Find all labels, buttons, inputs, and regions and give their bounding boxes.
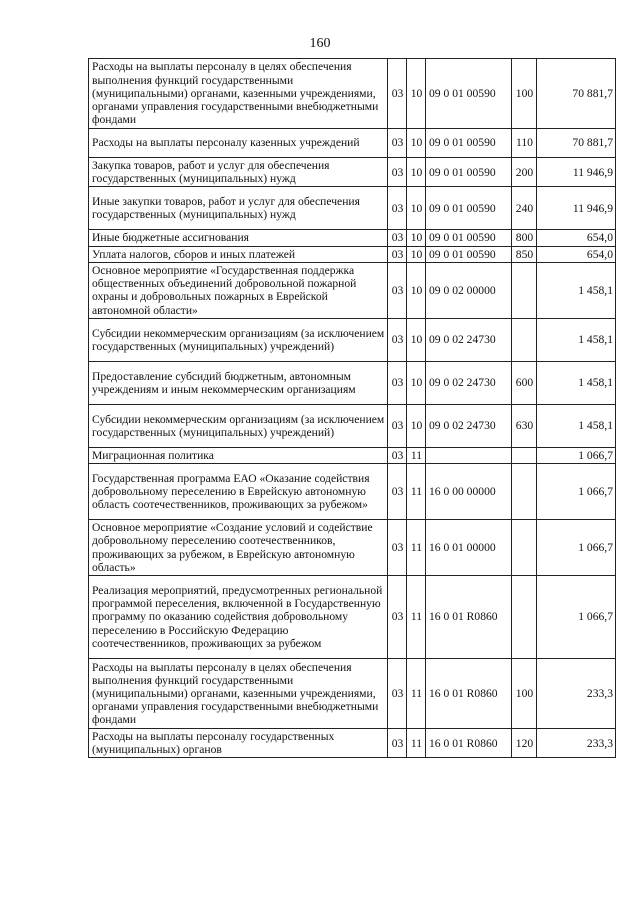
row-name: Основное мероприятие «Государственная поддержка общественных объединений добровольной пожарной охраны и добровольных пожарных в Еврейской автономной области» [89, 262, 388, 318]
table-row [89, 729, 616, 758]
row-name: Расходы на выплаты персоналу в целях обеспечения выполнения функций государственными (муниципальными) органами, казенными учреждениями, органами управления государственными внебюджетными фондами [89, 659, 388, 729]
row-target-code: 09 0 01 00590 [426, 59, 512, 129]
row-amount: 1 066,7 [537, 576, 616, 659]
row-section: 03 [388, 230, 407, 246]
row-subsection: 10 [407, 187, 426, 230]
row-amount: 233,3 [537, 729, 616, 758]
row-expense-type: 850 [512, 246, 537, 262]
row-target-code: 16 0 01 00000 [426, 520, 512, 576]
row-target-code: 16 0 01 R0860 [426, 729, 512, 758]
row-expense-type: 240 [512, 187, 537, 230]
row-amount: 654,0 [537, 246, 616, 262]
row-section: 03 [388, 520, 407, 576]
row-amount: 1 066,7 [537, 464, 616, 520]
row-section: 03 [388, 464, 407, 520]
table-row [89, 659, 616, 729]
row-subsection: 11 [407, 659, 426, 729]
row-expense-type: 100 [512, 59, 537, 129]
table-row [89, 187, 616, 230]
row-subsection: 10 [407, 404, 426, 447]
row-expense-type: 200 [512, 158, 537, 187]
row-subsection: 10 [407, 230, 426, 246]
row-section: 03 [388, 729, 407, 758]
row-amount: 1 458,1 [537, 404, 616, 447]
table-row [89, 447, 616, 463]
row-target-code: 09 0 01 00590 [426, 129, 512, 158]
row-expense-type: 100 [512, 659, 537, 729]
row-subsection: 10 [407, 318, 426, 361]
row-subsection: 11 [407, 464, 426, 520]
row-expense-type: 800 [512, 230, 537, 246]
row-expense-type [512, 262, 537, 318]
table-row [89, 262, 616, 318]
row-amount: 1 458,1 [537, 361, 616, 404]
row-expense-type [512, 520, 537, 576]
row-target-code: 09 0 02 24730 [426, 361, 512, 404]
row-amount: 1 066,7 [537, 447, 616, 463]
row-target-code: 16 0 00 00000 [426, 464, 512, 520]
table-row [89, 230, 616, 246]
row-name: Иные бюджетные ассигнования [89, 230, 388, 246]
table-row [89, 59, 616, 129]
row-expense-type: 110 [512, 129, 537, 158]
row-subsection: 11 [407, 520, 426, 576]
row-target-code: 09 0 01 00590 [426, 187, 512, 230]
row-expense-type: 630 [512, 404, 537, 447]
row-name: Расходы на выплаты персоналу в целях обеспечения выполнения функций государственными (муниципальными) органами, казенными учреждениями, органами управления государственными внебюджетными фондами [89, 59, 388, 129]
row-expense-type [512, 318, 537, 361]
row-section: 03 [388, 129, 407, 158]
row-target-code: 09 0 01 00590 [426, 158, 512, 187]
row-subsection: 10 [407, 158, 426, 187]
table-row [89, 129, 616, 158]
row-name: Закупка товаров, работ и услуг для обеспечения государственных (муниципальных) нужд [89, 158, 388, 187]
row-expense-type [512, 464, 537, 520]
row-target-code [426, 447, 512, 463]
row-section: 03 [388, 361, 407, 404]
row-subsection: 11 [407, 729, 426, 758]
page-number: 160 [309, 36, 331, 51]
row-subsection: 10 [407, 361, 426, 404]
row-section: 03 [388, 318, 407, 361]
row-amount: 70 881,7 [537, 129, 616, 158]
row-target-code: 09 0 01 00590 [426, 230, 512, 246]
row-section: 03 [388, 59, 407, 129]
row-target-code: 16 0 01 R0860 [426, 659, 512, 729]
row-name: Реализация мероприятий, предусмотренных региональной программой переселения, включенной в Государственную программу по оказанию содействия добровольному переселению в Российскую Федерацию соотечественников, проживающих за рубежом [89, 576, 388, 659]
row-amount: 11 946,9 [537, 187, 616, 230]
row-name: Иные закупки товаров, работ и услуг для обеспечения государственных (муниципальных) нужд [89, 187, 388, 230]
row-subsection: 10 [407, 129, 426, 158]
row-name: Уплата налогов, сборов и иных платежей [89, 246, 388, 262]
row-section: 03 [388, 447, 407, 463]
row-target-code: 09 0 02 24730 [426, 404, 512, 447]
row-target-code: 16 0 01 R0860 [426, 576, 512, 659]
row-section: 03 [388, 576, 407, 659]
row-name: Предоставление субсидий бюджетным, автономным учреждениям и иным некоммерческим организациям [89, 361, 388, 404]
row-subsection: 11 [407, 447, 426, 463]
row-section: 03 [388, 246, 407, 262]
table-row [89, 158, 616, 187]
table-row [89, 318, 616, 361]
budget-table [88, 58, 616, 758]
row-name: Расходы на выплаты персоналу казенных учреждений [89, 129, 388, 158]
row-subsection: 10 [407, 262, 426, 318]
row-subsection: 10 [407, 246, 426, 262]
row-target-code: 09 0 02 24730 [426, 318, 512, 361]
row-name: Субсидии некоммерческим организациям (за исключением государственных (муниципальных) учреждений) [89, 318, 388, 361]
table-row [89, 404, 616, 447]
row-name: Субсидии некоммерческим организациям (за исключением государственных (муниципальных) учреждений) [89, 404, 388, 447]
row-name: Миграционная политика [89, 447, 388, 463]
row-amount: 1 458,1 [537, 262, 616, 318]
row-section: 03 [388, 262, 407, 318]
row-expense-type: 120 [512, 729, 537, 758]
row-amount: 1 458,1 [537, 318, 616, 361]
row-name: Государственная программа ЕАО «Оказание содействия добровольному переселению в Еврейскую автономную область соотечественников, проживающих за рубежом» [89, 464, 388, 520]
row-section: 03 [388, 404, 407, 447]
table-row [89, 464, 616, 520]
table-row [89, 576, 616, 659]
row-amount: 70 881,7 [537, 59, 616, 129]
row-target-code: 09 0 02 00000 [426, 262, 512, 318]
row-expense-type [512, 447, 537, 463]
row-name: Основное мероприятие «Создание условий и содействие добровольному переселению соотечественников, проживающих за рубежом, в Еврейскую автономную область» [89, 520, 388, 576]
table-row [89, 361, 616, 404]
row-expense-type [512, 576, 537, 659]
row-section: 03 [388, 187, 407, 230]
row-section: 03 [388, 158, 407, 187]
row-subsection: 10 [407, 59, 426, 129]
row-subsection: 11 [407, 576, 426, 659]
row-target-code: 09 0 01 00590 [426, 246, 512, 262]
row-section: 03 [388, 659, 407, 729]
row-amount: 654,0 [537, 230, 616, 246]
row-amount: 233,3 [537, 659, 616, 729]
table-row [89, 246, 616, 262]
row-amount: 1 066,7 [537, 520, 616, 576]
row-amount: 11 946,9 [537, 158, 616, 187]
table-row [89, 520, 616, 576]
row-expense-type: 600 [512, 361, 537, 404]
row-name: Расходы на выплаты персоналу государственных (муниципальных) органов [89, 729, 388, 758]
